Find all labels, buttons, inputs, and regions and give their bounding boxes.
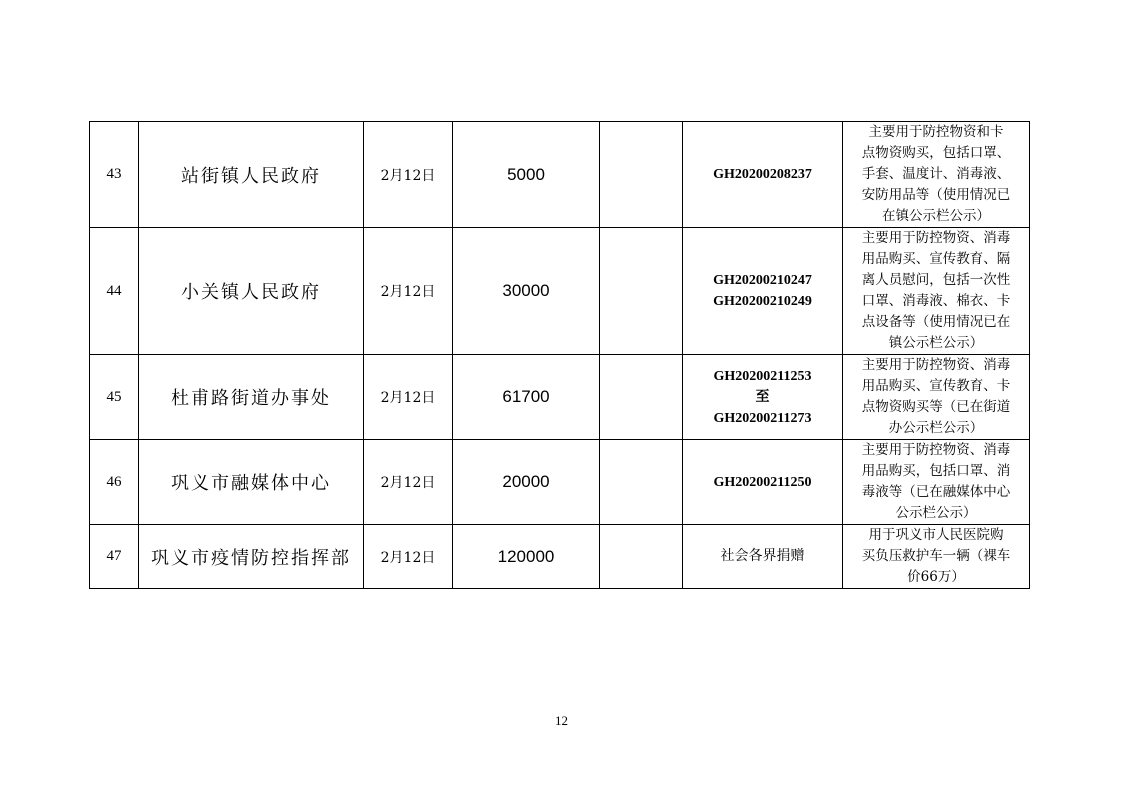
note-line: 公示栏公示） [895,505,977,521]
note-line: 买负压救护车一辆（裸车 [861,548,1011,564]
usage-note-cell [843,355,1030,440]
funding-source: 社会各界捐赠 [720,548,805,564]
page-number: 12 [555,713,568,728]
empty-cell [600,228,683,355]
voucher-code: GH20200210249 [713,294,812,309]
date-cell: 2月12日 [364,525,453,589]
note-line: 口罩、消毒液、棉衣、卡 [861,293,1011,309]
usage-note-cell [843,440,1030,525]
note-line: 主要用于防控物资和卡 [868,124,1004,140]
usage-note-cell [843,525,1030,589]
note-line: 用品购买、宣传教育、隔 [861,251,1011,267]
note-line: 点物资购买，包括口罩、 [861,145,1011,161]
note-line: 安防用品等（使用情况已 [861,187,1011,203]
note-line: 主要用于防控物资、消毒 [861,442,1011,458]
empty-cell [600,440,683,525]
voucher-code: GH20200211250 [713,474,812,490]
amount-cell: 20000 [453,440,600,525]
note-line: 用于巩义市人民医院购 [868,527,1004,543]
note-line: 在镇公示栏公示） [882,208,990,224]
voucher-code: GH20200210247 [713,273,812,288]
note-line: 主要用于防控物资、消毒 [861,230,1011,246]
table-row [90,355,1030,440]
date-cell: 2月12日 [364,355,453,440]
note-line: 用品购买，包括口罩、消 [861,463,1011,479]
date-cell: 2月12日 [364,122,453,228]
usage-note-cell [843,122,1030,228]
row-number: 47 [90,525,139,589]
amount-cell: 120000 [453,525,600,589]
note-line: 主要用于防控物资、消毒 [861,357,1011,373]
date-cell: 2月12日 [364,440,453,525]
voucher-code-cell [683,355,843,440]
note-line: 离人员慰问，包括一次性 [861,272,1011,288]
voucher-code-range-separator: 至 [755,389,770,405]
empty-cell [600,122,683,228]
note-line: 点设备等（使用情况已在 [861,314,1011,330]
voucher-code-cell [683,440,843,525]
amount-cell: 5000 [453,122,600,228]
note-line: 价66万） [907,569,965,585]
voucher-code: GH20200211273 [713,410,812,426]
table-row [90,440,1030,525]
recipient-unit: 小关镇人民政府 [139,228,364,355]
usage-note-cell [843,228,1030,355]
date-cell: 2月12日 [364,228,453,355]
empty-cell [600,355,683,440]
voucher-code-cell [683,228,843,355]
table-row [90,122,1030,228]
recipient-unit: 站街镇人民政府 [139,122,364,228]
voucher-code-cell [683,525,843,589]
amount-cell: 30000 [453,228,600,355]
recipient-unit: 巩义市融媒体中心 [139,440,364,525]
recipient-unit: 杜甫路街道办事处 [139,355,364,440]
note-line: 办公示栏公示） [888,420,984,436]
voucher-code-cell [683,122,843,228]
table-row [90,525,1030,589]
row-number: 44 [90,228,139,355]
note-line: 手套、温度计、消毒液、 [861,166,1011,182]
row-number: 46 [90,440,139,525]
donation-table [89,121,1030,589]
empty-cell [600,525,683,589]
recipient-unit: 巩义市疫情防控指挥部 [139,525,364,589]
note-line: 镇公示栏公示） [888,335,984,351]
note-line: 用品购买、宣传教育、卡 [861,378,1011,394]
row-number: 43 [90,122,139,228]
table-row [90,228,1030,355]
voucher-code: GH20200211253 [713,368,812,384]
amount-cell: 61700 [453,355,600,440]
voucher-code: GH20200208237 [713,167,812,182]
row-number: 45 [90,355,139,440]
note-line: 点物资购买等（已在街道 [861,399,1011,415]
note-line: 毒液等（已在融媒体中心 [861,484,1011,500]
